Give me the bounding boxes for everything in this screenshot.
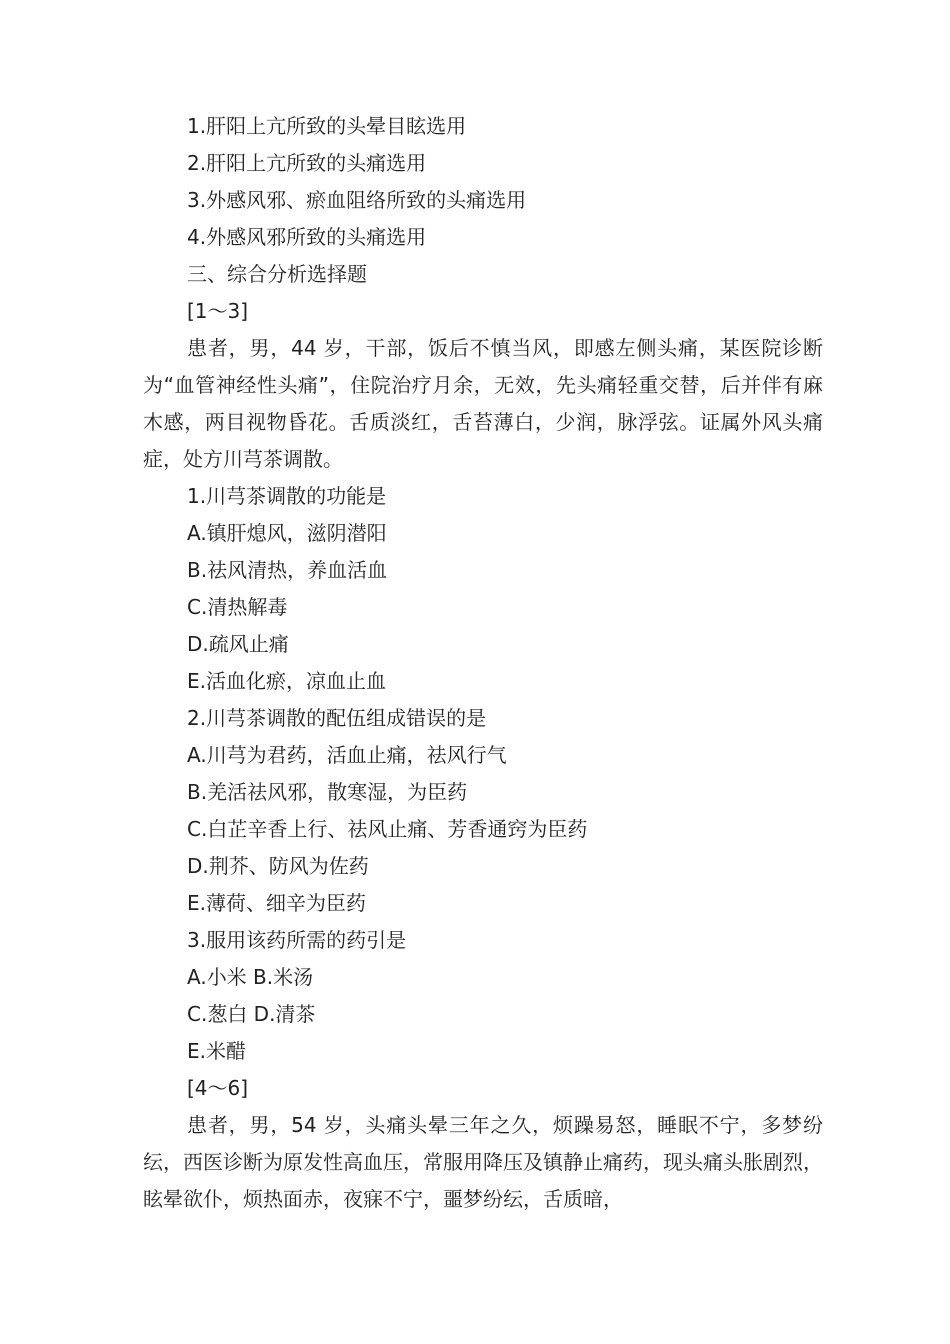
option: B.羌活祛风邪，散寒湿，为臣药 — [187, 780, 468, 804]
document-page — [143, 108, 823, 1218]
text-line: 1.肝阳上亢所致的头晕目眩选用 — [187, 114, 467, 138]
option: A.川芎为君药，活血止痛，祛风行气 — [187, 743, 507, 767]
case-paragraph-2: 患者，男，54 岁，头痛头晕三年之久，烦躁易怒，睡眠不宁，多梦纷纭，西医诊断为原发性高血压，常服用降压及镇静止痛药，现头痛头胀剧烈，眩晕欲仆，烦热面赤，夜寐不宁，噩梦纷纭，舌质暗， — [143, 1113, 823, 1211]
option: A.镇肝熄风，滋阴潜阳 — [187, 521, 387, 545]
option: B.祛风清热，养血活血 — [187, 558, 388, 582]
option: C.清热解毒 — [187, 595, 288, 619]
option: E.米醋 — [187, 1039, 246, 1063]
option: D.疏风止痛 — [187, 632, 289, 656]
option: A.小米 B.米汤 — [187, 965, 314, 989]
question: 1.川芎茶调散的功能是 — [187, 484, 387, 508]
text-line: 3.外感风邪、瘀血阻络所致的头痛选用 — [187, 188, 527, 212]
case-paragraph-1: 患者，男，44 岁，干部，饭后不慎当风，即感左侧头痛，某医院诊断为“血管神经性头痛”，住院治疗月余，无效，先头痛轻重交替，后并伴有麻木感，两目视物昏花。舌质淡红，舌苔薄白，少润，脉浮弦。证属外风头痛症，处方川芎茶调散。 — [143, 336, 823, 471]
option: C.白芷辛香上行、祛风止痛、芳香通窍为臣药 — [187, 817, 588, 841]
option: C.葱白 D.清茶 — [187, 1002, 316, 1026]
section-heading: 三、综合分析选择题 — [187, 262, 367, 286]
text-line: 4.外感风邪所致的头痛选用 — [187, 225, 427, 249]
question-group-label: [4～6] — [187, 1076, 249, 1100]
option: E.薄荷、细辛为臣药 — [187, 891, 366, 915]
option: D.荆芥、防风为佐药 — [187, 854, 369, 878]
question: 3.服用该药所需的药引是 — [187, 928, 407, 952]
text-line: 2.肝阳上亢所致的头痛选用 — [187, 151, 427, 175]
option: E.活血化瘀，凉血止血 — [187, 669, 386, 693]
question-group-label: [1～3] — [187, 299, 249, 323]
question: 2.川芎茶调散的配伍组成错误的是 — [187, 706, 487, 730]
